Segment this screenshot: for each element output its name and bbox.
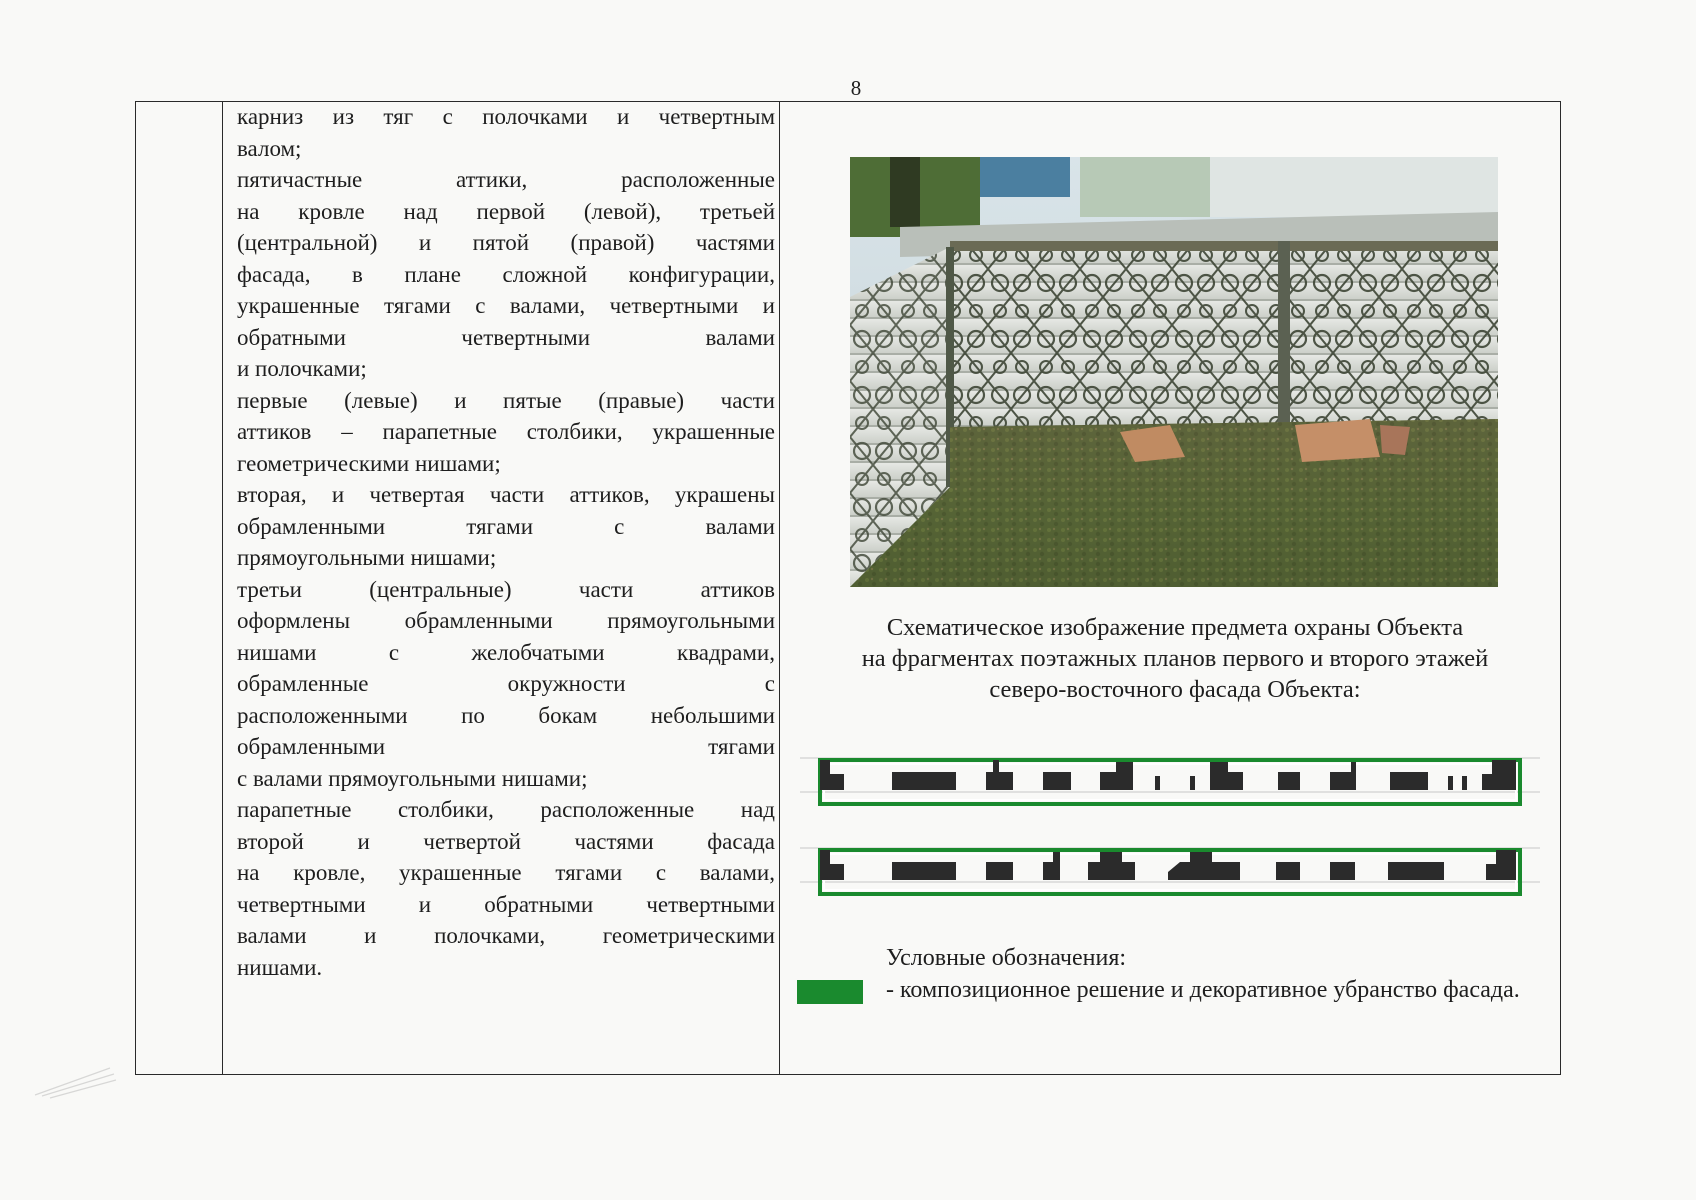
description-line: на кровле над первой (левой), третьей — [237, 198, 775, 224]
table-column-divider — [222, 102, 223, 1074]
roof-parapet-photo — [850, 157, 1498, 587]
description-line: расположенными по бокам небольшими — [237, 702, 775, 728]
description-line: геометрическими нишами; — [237, 450, 501, 476]
description-line: третьи (центральные) части аттиков — [237, 576, 775, 602]
description-line: оформлены обрамленными прямоугольными — [237, 608, 775, 633]
description-line: и полочками; — [237, 356, 367, 381]
description-line: парапетные столбики, расположенные над — [237, 797, 775, 822]
description-line: четвертными и обратными четвертными — [237, 891, 775, 917]
description-line: обрамленными тягами с валами — [237, 513, 775, 539]
description-line: аттиков – парапетные столбики, украшенные — [237, 419, 775, 444]
second-floor-plan-fragment — [800, 840, 1540, 898]
description-line: фасада, в плане сложной конфигурации, — [237, 261, 775, 287]
description-line: с валами прямоугольными нишами; — [237, 765, 588, 791]
caption-line: на фрагментах поэтажных планов первого и второго этажей — [861, 645, 1489, 672]
caption-line: Схематическое изображение предмета охраны Объекта — [886, 614, 1464, 641]
description-line: обрамленными тягами — [237, 734, 775, 759]
description-line: (центральной) и пятой (правой) частями — [237, 230, 775, 255]
legend-title: Условные обозначения: — [886, 945, 1127, 971]
scan-artifact — [30, 1060, 120, 1100]
description-line: украшенные тягами с валами, четвертными и — [237, 293, 775, 318]
protected-elements-description — [237, 101, 775, 983]
page-number: 8 — [850, 76, 862, 100]
description-line: нишами. — [237, 954, 323, 980]
description-line: обрамленные окружности с — [237, 671, 775, 696]
description-line: обратными четвертными валами — [237, 324, 775, 350]
description-line: на кровле, украшенные тягами с валами, — [237, 860, 775, 885]
first-floor-plan-fragment — [800, 750, 1540, 808]
description-line: вторая, и четвертая части аттиков, украшены — [237, 482, 775, 507]
description-line: второй и четвертой частями фасада — [237, 828, 775, 854]
caption-line: северо-восточного фасада Объекта: — [989, 676, 1361, 703]
description-line: пятичастные аттики, расположенные — [237, 167, 775, 192]
scheme-caption — [800, 612, 1550, 705]
description-line: прямоугольными нишами; — [237, 545, 497, 570]
description-line: валами и полочками, геометрическими — [237, 923, 775, 948]
description-line: нишами с желобчатыми квадрами, — [237, 639, 775, 665]
description-line: первые (левые) и пятые (правые) части — [237, 387, 775, 413]
table-column-divider — [779, 102, 780, 1074]
description-line: валом; — [237, 135, 302, 161]
legend-green-swatch — [797, 980, 863, 1004]
legend-description: - композиционное решение и декоративное убранство фасада. — [886, 977, 1520, 1003]
description-line: карниз из тяг с полочками и четвертным — [237, 104, 775, 129]
